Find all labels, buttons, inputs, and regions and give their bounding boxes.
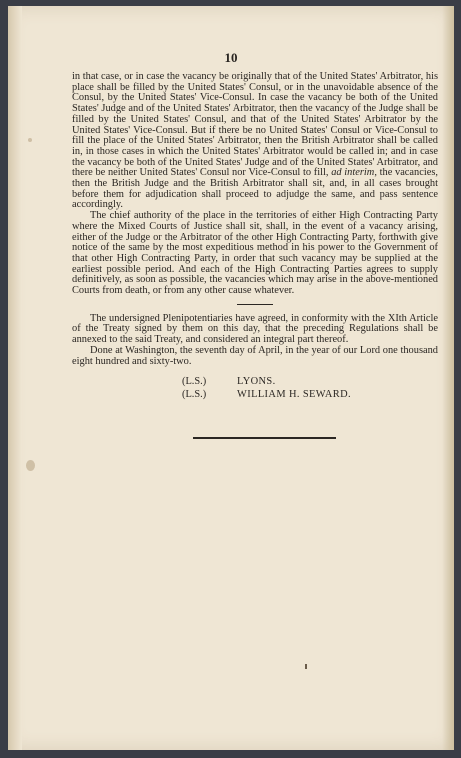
paragraph-done-at: Done at Washington, the seventh day of April, in the year of our Lord one thousand eight hundred and sixty-two. [72, 344, 438, 367]
marginal-mark [305, 664, 307, 669]
page-edge-shadow [442, 6, 454, 750]
text-span: , the vacancies, then the British Judge and the British Arbitrator shall sit, and, in all cases brought before them for adjudication shall proceed to adjudge the same, and pass sentence accordingly. [72, 167, 438, 211]
italic-phrase: ad interim [331, 167, 375, 179]
paragraph-chief-authority: The chief authority of the place in the territories of either High Contracting Party where the Mixed Courts of Justice shall sit, shall, in the event of a vacancy arising, either of the Judge or the Arbitrator of the other High Contracting Party, forthwith give notice of the same by the most expeditious method in his power to the Government of that other High Contracting Party, in order that such vacancy may be supplied at the earliest possible period. And each of the High Contracting Parties agrees to supply definitively, as soon as possible, the vacancies which may arise in the above-mentioned Courts from death, or from any other cause whatever. [72, 210, 438, 297]
signature-row [182, 388, 438, 401]
foxing-spot [26, 460, 35, 471]
seal-mark: (L.S.) [182, 389, 207, 401]
signatory-name: WILLIAM H. SEWARD. [237, 389, 351, 401]
seal-mark: (L.S.) [182, 376, 207, 388]
signature-block [182, 375, 438, 401]
signatory-name: LYONS. [237, 376, 276, 388]
text-span: in that case, or in case the vacancy be originally that of the United States' Arbitrator, his place shall be filled by the United States' Consul, or in the unavoidable absence of the Consul, by the United States' Vice-Consul. In case the vacancy be both of the United States' Judge and of the United States' Arbitrator, then the vacancy of the Judge shall be filled by the United States' Consul, and that of the United States' Arbitrator by the United States' Vice-Consul. But if there be no United States' Consul or Vice-Consul to fill the place of the United States' Arbitrator, then the British Arbitrator shall be called in, in those cases in which the United States' Arbitrator would be called in; and in case the vacancy be both of the United States' Judge and of the United States' Arbitrator, and there be neither United States' Consul nor Vice-Consul to fill, [72, 71, 438, 179]
closing-rule [193, 437, 336, 439]
page-gutter [8, 6, 22, 750]
document-page [8, 6, 454, 750]
paragraph-plenipotentiaries: The undersigned Plenipotentiaries have agreed, in conformity with the XIth Article of the Treaty signed by them on this day, that the preceding Regulations shall be annexed to the said Treaty, and considered an integral part thereof. [72, 312, 438, 346]
treaty-text [72, 72, 438, 401]
signature-row [182, 375, 438, 388]
paragraph-vacancy-rules [72, 72, 438, 211]
section-divider [237, 304, 273, 305]
foxing-spot [28, 138, 32, 142]
page-number: 10 [224, 50, 238, 65]
